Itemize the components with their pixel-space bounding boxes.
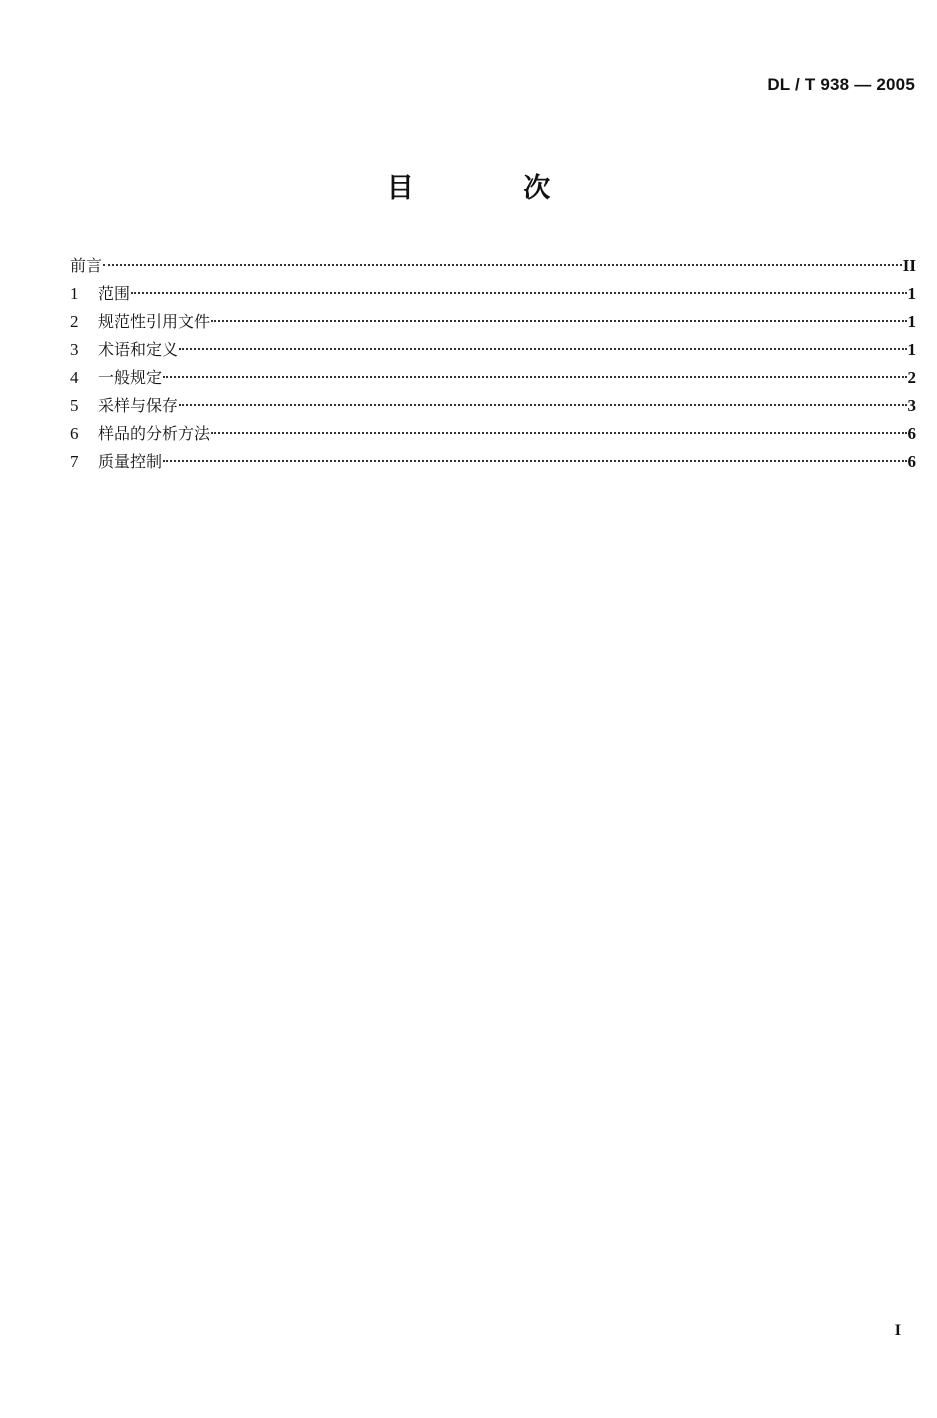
page-number: I [894,1322,901,1339]
dot-leader [163,460,906,462]
toc-entry-page: 3 [907,396,916,415]
standard-code: DL / T 938 — 2005 [767,75,915,94]
toc-entry-number: 2 [70,312,79,331]
dot-leader [179,404,906,406]
toc-title: 目 次 [386,173,601,204]
toc-entry-page: 6 [907,424,916,443]
toc-list [70,252,916,476]
toc-entry-page: II [902,256,916,275]
dot-leader [163,376,906,378]
toc-entry-label: 质量控制 [98,452,163,471]
toc-entry-number: 3 [70,340,79,359]
toc-entry-quality-control[interactable] [70,448,916,476]
toc-entry-page: 1 [907,312,916,331]
toc-entry-preface[interactable] [70,252,916,280]
toc-entry-label: 采样与保存 [98,396,179,415]
toc-entry-page: 1 [907,340,916,359]
toc-entry-scope[interactable] [70,280,916,308]
toc-entry-number: 6 [70,424,79,443]
toc-entry-page: 6 [907,452,916,471]
toc-entry-analysis-methods[interactable] [70,420,916,448]
dot-leader [211,432,906,434]
dot-leader [103,264,902,266]
toc-entry-label: 范围 [98,284,131,303]
toc-entry-label: 前言 [70,256,103,275]
toc-entry-label: 一般规定 [98,368,163,387]
toc-entry-general-provisions[interactable] [70,364,916,392]
toc-entry-normative-references[interactable] [70,308,916,336]
toc-entry-sampling-storage[interactable] [70,392,916,420]
toc-entry-page: 1 [907,284,916,303]
toc-entry-label: 规范性引用文件 [98,312,211,331]
toc-entry-number: 7 [70,452,79,471]
toc-entry-number: 5 [70,396,79,415]
toc-entry-terms-definitions[interactable] [70,336,916,364]
toc-entry-label: 术语和定义 [98,340,179,359]
toc-entry-number: 1 [70,284,79,303]
dot-leader [131,292,906,294]
toc-entry-label: 样品的分析方法 [98,424,211,443]
dot-leader [211,320,906,322]
dot-leader [179,348,906,350]
toc-entry-page: 2 [907,368,916,387]
toc-entry-number: 4 [70,368,79,387]
